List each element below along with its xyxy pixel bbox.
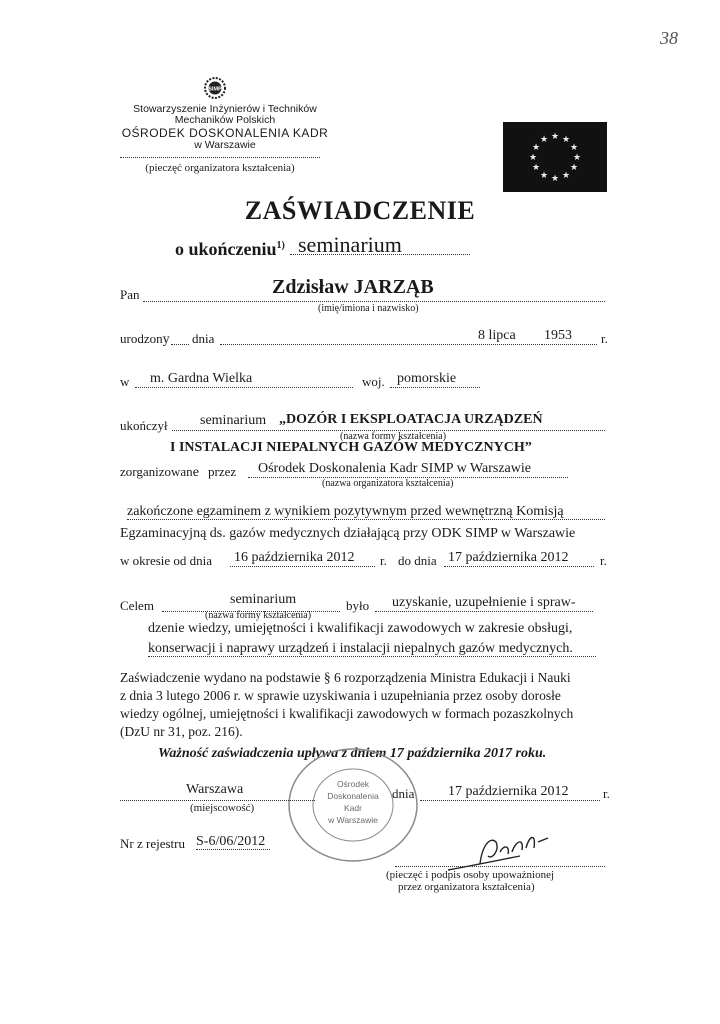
round-stamp-line2: Doskonalenia: [327, 791, 379, 801]
goal-text3-line: [148, 656, 596, 657]
r2-label: r.: [600, 553, 607, 568]
date-to: 17 października 2012: [448, 550, 569, 565]
issue-r-label: r.: [603, 786, 610, 801]
date-to-line: [444, 566, 594, 567]
date-from-line: [230, 566, 375, 567]
day-label: dnia: [192, 331, 215, 346]
svg-text:★: ★: [550, 174, 560, 184]
r1-label: r.: [380, 553, 387, 568]
issue-place: Warszawa: [186, 782, 244, 797]
org-stamp-caption: (pieczęć organizatora kształcenia): [145, 162, 295, 174]
legal-line1: Zaświadczenie wydano na podstawie § 6 rozporządzenia Ministra Edukacji i Nauki: [120, 670, 571, 685]
birth-day: 8 lipca: [478, 328, 516, 343]
svg-text:★: ★: [539, 171, 549, 181]
issue-date-line: [420, 800, 600, 801]
voivodeship-label: woj.: [362, 374, 385, 389]
name-line: [143, 301, 605, 302]
birth-year: 1953: [544, 328, 572, 343]
svg-text:★: ★: [531, 163, 541, 173]
person-name: Zdzisław JARZĄB: [272, 276, 434, 298]
goal-text1-line: [375, 611, 593, 612]
goal-label: Celem: [120, 598, 154, 613]
svg-text:★: ★: [569, 163, 579, 173]
completion-label: o ukończeniu$^{1)}$: [175, 239, 285, 259]
course-name-line1: „DOZÓR I EKSPLOATACJA URZĄDZEŃ: [279, 412, 543, 427]
exam-line1: zakończone egzaminem z wynikiem pozytywnym przed wewnętrzną Komisją: [127, 504, 564, 519]
svg-text:★: ★: [550, 132, 560, 142]
svg-text:★: ★: [561, 135, 571, 145]
exam-line2: Egzaminacyjną ds. gazów medycznych działającą przy ODK SIMP w Warszawie: [120, 526, 576, 541]
org-name-line3: OŚRODEK DOSKONALENIA KADR: [121, 126, 329, 140]
voivodeship-line: [390, 387, 480, 388]
simp-logo-icon: [203, 76, 227, 100]
goal-text1: uzyskanie, uzupełnienie i spraw-: [392, 595, 576, 610]
in-label: w: [120, 374, 130, 389]
place-caption: (miejscowość): [190, 802, 255, 814]
document-title: ZAŚWIADCZENIE: [244, 196, 476, 225]
course-name-line2: I INSTALACJI NIEPALNYCH GAZÓW MEDYCZNYCH”: [170, 440, 532, 455]
svg-text:★: ★: [569, 143, 579, 153]
born-suffix-line: [171, 344, 189, 345]
validity-text: Ważność zaświadczenia upływa z dniem 17 października 2017 roku.: [158, 746, 547, 761]
org-name-line2: Mechaników Polskich: [174, 114, 276, 126]
birth-place-line: [135, 387, 353, 388]
logo-text: SIMP: [208, 86, 222, 93]
org-stamp-line: [120, 157, 320, 158]
round-stamp-line1: Ośrodek: [336, 779, 370, 789]
organized-label: zorganizowane: [120, 464, 199, 480]
voivodeship: pomorskie: [397, 371, 457, 386]
born-label: urodzony: [120, 331, 170, 347]
birth-day-line: [220, 344, 542, 345]
goal-text3: konserwacji i naprawy urządzeń i instalacji niepalnych gazów medycznych.: [148, 641, 573, 656]
goal-form: seminarium: [230, 592, 297, 607]
year-suffix: r.: [601, 331, 608, 346]
round-stamp-line4: w Warszawie: [328, 815, 378, 825]
org-name-line4: w Warszawie: [194, 139, 256, 151]
signature-caption2: przez organizatora kształcenia): [398, 881, 535, 893]
round-stamp-icon: [285, 745, 421, 865]
completed-label: ukończył: [120, 418, 168, 433]
period-label: w okresie od dnia: [120, 553, 213, 568]
legal-line4: (DzU nr 31, poz. 216).: [120, 724, 243, 739]
round-stamp-line3: Kadr: [344, 803, 362, 813]
to-label: do dnia: [398, 553, 437, 568]
exam-line1-dots: [127, 519, 605, 520]
date-from: 16 października 2012: [234, 550, 355, 565]
organizer-name: Ośrodek Doskonalenia Kadr SIMP w Warszawie: [258, 461, 531, 476]
legal-line2: z dnia 3 lutego 2006 r. w sprawie uzyskiwania i uzupełniania przez osoby dorosłe: [120, 688, 561, 703]
issue-date: 17 października 2012: [448, 784, 569, 799]
place-line: [120, 800, 315, 801]
page-number: 38: [660, 28, 678, 48]
name-caption: (imię/imiona i nazwisko): [318, 303, 419, 314]
birth-year-line: [542, 344, 597, 345]
course-form: seminarium: [200, 413, 267, 428]
pan-label: Pan: [120, 287, 140, 302]
registry-label: Nr z rejestru: [120, 836, 185, 851]
signature-caption1: (pieczęć i podpis osoby upoważnionej: [386, 869, 555, 881]
eu-flag-icon: [503, 122, 607, 192]
issue-day-label: dnia: [392, 786, 415, 801]
svg-text:★: ★: [528, 153, 538, 163]
registry-line: [196, 849, 270, 850]
svg-text:★: ★: [561, 171, 571, 181]
legal-line3: wiedzy ogólnej, umiejętności i kwalifikacji zawodowych w formach pozaszkolnych: [120, 706, 574, 721]
completion-value: seminarium: [298, 232, 402, 257]
goal-form-caption: (nazwa formy kształcenia): [205, 610, 312, 621]
completion-line: [290, 254, 470, 255]
goal-text2: dzenie wiedzy, umiejętności i kwalifikacji zawodowych w zakresie obsługi,: [148, 621, 573, 636]
svg-text:★: ★: [539, 135, 549, 145]
footnote-marker: 1): [276, 240, 285, 251]
was-label: było: [346, 598, 370, 613]
signature-line: [395, 866, 605, 867]
svg-text:★: ★: [572, 153, 582, 163]
by-label: przez: [208, 464, 237, 479]
svg-text:★: ★: [531, 143, 541, 153]
registry-number: S-6/06/2012: [196, 834, 266, 849]
organizer-caption: (nazwa organizatora kształcenia): [322, 478, 454, 489]
course-form-caption: (nazwa formy kształcenia): [340, 431, 447, 442]
org-name-line1: Stowarzyszenie Inżynierów i Techników: [133, 103, 317, 115]
birth-place: m. Gardna Wielka: [150, 371, 253, 386]
